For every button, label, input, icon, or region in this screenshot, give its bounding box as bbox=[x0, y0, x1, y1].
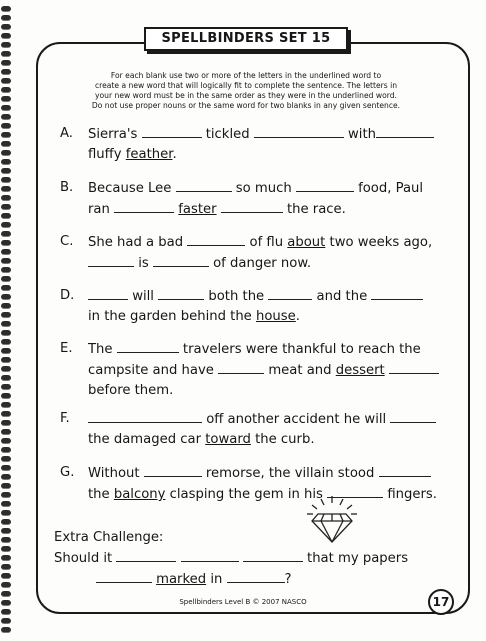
spiral-coil bbox=[1, 456, 11, 462]
sentence-line bbox=[88, 339, 444, 360]
underlined-word: marked bbox=[156, 572, 207, 587]
instructions bbox=[60, 71, 432, 111]
sentence-line bbox=[88, 178, 444, 199]
spiral-coil bbox=[1, 483, 11, 489]
spiral-coil bbox=[1, 501, 11, 507]
answer-blank[interactable] bbox=[371, 286, 423, 300]
spiral-coil bbox=[1, 42, 11, 48]
spiral-coil bbox=[1, 96, 11, 102]
answer-blank[interactable] bbox=[268, 286, 312, 300]
answer-blank[interactable] bbox=[390, 409, 436, 423]
answer-blank[interactable] bbox=[88, 253, 134, 267]
sentence-line bbox=[54, 569, 444, 590]
exercise-item bbox=[60, 178, 444, 220]
underlined-word: about bbox=[287, 235, 326, 250]
spiral-coil bbox=[1, 276, 11, 282]
instruction-line: create a new word that will logically fit to complete the sentence. The letters in bbox=[94, 81, 398, 90]
answer-blank[interactable] bbox=[140, 409, 202, 423]
underlined-word: dessert bbox=[335, 363, 385, 378]
answer-blank[interactable] bbox=[153, 253, 209, 267]
spiral-coil bbox=[1, 6, 11, 12]
underlined-word: toward bbox=[205, 432, 251, 447]
spiral-coil bbox=[1, 78, 11, 84]
exercise-item bbox=[60, 463, 444, 505]
sentence-text: Without bbox=[88, 466, 144, 481]
item-letter: B. bbox=[60, 180, 74, 195]
answer-blank[interactable] bbox=[181, 548, 239, 562]
spiral-coil bbox=[1, 339, 11, 345]
underlined-word: balcony bbox=[113, 487, 166, 502]
sentence-text: two weeks ago, bbox=[325, 235, 433, 250]
answer-blank[interactable] bbox=[243, 548, 303, 562]
answer-blank[interactable] bbox=[176, 178, 232, 192]
spiral-coil bbox=[1, 546, 11, 552]
sentence-line bbox=[88, 232, 444, 253]
spiral-coil bbox=[1, 564, 11, 570]
spiral-coil bbox=[1, 510, 11, 516]
answer-blank[interactable] bbox=[96, 569, 152, 583]
sentence-text: travelers were thankful to reach the bbox=[178, 342, 421, 357]
sentence-text: ran bbox=[88, 202, 115, 217]
sentence-text: off another accident he will bbox=[202, 412, 391, 427]
spiral-coil bbox=[1, 330, 11, 336]
sentence-text: Should it bbox=[54, 551, 117, 566]
answer-blank[interactable] bbox=[144, 463, 202, 477]
spiral-coil bbox=[1, 249, 11, 255]
sentence-text: so much bbox=[231, 181, 296, 196]
item-letter: F. bbox=[60, 411, 70, 426]
spiral-coil bbox=[1, 348, 11, 354]
spiral-coil bbox=[1, 123, 11, 129]
spiral-coil bbox=[1, 24, 11, 30]
exercise-item bbox=[60, 286, 444, 327]
spiral-coil bbox=[1, 447, 11, 453]
extra-challenge bbox=[54, 528, 444, 590]
spiral-coil bbox=[1, 438, 11, 444]
spiral-coil bbox=[1, 375, 11, 381]
spiral-coil bbox=[1, 60, 11, 66]
exercise-item bbox=[60, 409, 444, 450]
spiral-coil bbox=[1, 222, 11, 228]
spiral-binding bbox=[0, 6, 12, 636]
sentence-text: the race. bbox=[282, 202, 346, 217]
sentence-text: with bbox=[343, 127, 376, 142]
sentence-text: of flu bbox=[245, 235, 288, 250]
answer-blank[interactable] bbox=[218, 360, 264, 374]
spiral-coil bbox=[1, 537, 11, 543]
answer-blank[interactable] bbox=[187, 232, 245, 246]
answer-blank[interactable] bbox=[142, 124, 202, 138]
extra-challenge-heading: Extra Challenge: bbox=[54, 530, 164, 545]
footer-credit: Spellbinders Level B © 2007 NASCO bbox=[179, 598, 307, 606]
diamond-icon bbox=[302, 494, 362, 546]
spiral-coil bbox=[1, 258, 11, 264]
exercise-item bbox=[60, 339, 444, 401]
spiral-coil bbox=[1, 555, 11, 561]
spiral-coil bbox=[1, 492, 11, 498]
spiral-coil bbox=[1, 195, 11, 201]
sentence-line bbox=[88, 145, 444, 165]
spiral-coil bbox=[1, 69, 11, 75]
answer-blank[interactable] bbox=[117, 339, 179, 353]
item-sentence bbox=[88, 232, 444, 274]
sentence-text: remorse, the villain stood bbox=[201, 466, 379, 481]
sentence-text: . bbox=[295, 309, 300, 324]
spiral-coil bbox=[1, 474, 11, 480]
spiral-coil bbox=[1, 132, 11, 138]
spiral-coil bbox=[1, 168, 11, 174]
spiral-coil bbox=[1, 528, 11, 534]
spiral-coil bbox=[1, 366, 11, 372]
item-letter: E. bbox=[60, 341, 73, 356]
answer-blank[interactable] bbox=[227, 569, 285, 583]
sentence-line bbox=[88, 124, 444, 145]
sentence-text: tickled bbox=[201, 127, 254, 142]
sentence-text: that my papers bbox=[302, 551, 409, 566]
sentence-text: is bbox=[134, 256, 153, 271]
sentence-line bbox=[54, 548, 444, 569]
spiral-coil bbox=[1, 87, 11, 93]
spiral-coil bbox=[1, 159, 11, 165]
spiral-coil bbox=[1, 141, 11, 147]
spiral-coil bbox=[1, 312, 11, 318]
answer-blank[interactable] bbox=[158, 286, 204, 300]
sentence-text: the curb. bbox=[250, 432, 315, 447]
answer-blank[interactable] bbox=[114, 199, 174, 213]
spiral-coil bbox=[1, 429, 11, 435]
answer-blank[interactable] bbox=[254, 124, 298, 138]
sentence-line bbox=[88, 430, 444, 450]
answer-blank[interactable] bbox=[116, 548, 176, 562]
sentence-text: meat and bbox=[264, 363, 336, 378]
underlined-word: feather bbox=[125, 147, 173, 162]
sentence-line bbox=[88, 463, 444, 484]
sentence-line bbox=[88, 286, 444, 307]
sentence-text: the bbox=[88, 487, 114, 502]
spiral-coil bbox=[1, 294, 11, 300]
answer-blank[interactable] bbox=[389, 360, 439, 374]
page-number: 17 bbox=[428, 589, 454, 615]
item-letter: D. bbox=[60, 288, 75, 303]
spiral-coil bbox=[1, 519, 11, 525]
spiral-coil bbox=[1, 411, 11, 417]
sentence-text: before them. bbox=[88, 383, 174, 398]
spiral-coil bbox=[1, 150, 11, 156]
sentence-line bbox=[88, 409, 444, 430]
answer-blank[interactable] bbox=[379, 463, 431, 477]
sentence-line bbox=[88, 360, 444, 381]
spiral-coil bbox=[1, 285, 11, 291]
page-title: SPELLBINDERS SET 15 bbox=[144, 27, 348, 51]
instruction-line: Do not use proper nouns or the same word for two blanks in any given sentence. bbox=[91, 101, 401, 110]
sentence-text: Sierra's bbox=[88, 127, 142, 142]
answer-blank[interactable] bbox=[376, 124, 434, 138]
sentence-text: and the bbox=[312, 289, 372, 304]
underlined-word: house bbox=[256, 309, 296, 324]
sentence-text: food, Paul bbox=[353, 181, 424, 196]
item-sentence bbox=[88, 339, 444, 401]
answer-blank[interactable] bbox=[88, 286, 128, 300]
spiral-coil bbox=[1, 204, 11, 210]
exercise-item bbox=[60, 232, 444, 274]
spiral-coil bbox=[1, 105, 11, 111]
spiral-coil bbox=[1, 33, 11, 39]
underlined-word: faster bbox=[178, 202, 217, 217]
spiral-coil bbox=[1, 321, 11, 327]
item-sentence bbox=[88, 286, 444, 327]
spiral-coil bbox=[1, 15, 11, 21]
spiral-coil bbox=[1, 213, 11, 219]
sentence-text: fingers. bbox=[383, 487, 437, 502]
sentence-text: in the garden behind the bbox=[88, 309, 256, 324]
spiral-coil bbox=[1, 357, 11, 363]
answer-blank[interactable] bbox=[298, 124, 344, 138]
spiral-coil bbox=[1, 240, 11, 246]
sentence-text: Because Lee bbox=[88, 181, 176, 196]
spiral-coil bbox=[1, 231, 11, 237]
answer-blank[interactable] bbox=[221, 199, 283, 213]
spiral-coil bbox=[1, 51, 11, 57]
sentence-text: fluffy bbox=[88, 147, 126, 162]
sentence-text: She had a bad bbox=[88, 235, 188, 250]
spiral-coil bbox=[1, 591, 11, 597]
spiral-coil bbox=[1, 573, 11, 579]
instruction-line: your new word must be in the same order as they were in the underlined word. bbox=[95, 91, 397, 100]
sentence-text bbox=[54, 572, 96, 587]
spiral-coil bbox=[1, 177, 11, 183]
sentence-text: will bbox=[128, 289, 159, 304]
spiral-coil bbox=[1, 186, 11, 192]
spiral-coil bbox=[1, 582, 11, 588]
spiral-coil bbox=[1, 627, 11, 633]
spiral-coil bbox=[1, 303, 11, 309]
spiral-coil bbox=[1, 465, 11, 471]
item-letter: C. bbox=[60, 234, 74, 249]
sentence-text: The bbox=[88, 342, 117, 357]
item-sentence bbox=[88, 124, 444, 165]
spiral-coil bbox=[1, 420, 11, 426]
sentence-text: the damaged car bbox=[88, 432, 206, 447]
item-sentence bbox=[88, 178, 444, 220]
spiral-coil bbox=[1, 267, 11, 273]
answer-blank[interactable] bbox=[296, 178, 354, 192]
sentence-text: in bbox=[206, 572, 227, 587]
spiral-coil bbox=[1, 609, 11, 615]
exercise-item bbox=[60, 124, 444, 165]
sentence-text: . bbox=[172, 147, 177, 162]
sentence-line bbox=[88, 381, 444, 401]
sentence-text: campsite and have bbox=[88, 363, 219, 378]
spiral-coil bbox=[1, 393, 11, 399]
item-sentence bbox=[88, 409, 444, 450]
item-sentence bbox=[88, 463, 444, 505]
item-letter: A. bbox=[60, 126, 73, 141]
instruction-line: For each blank use two or more of the letters in the underlined word to bbox=[110, 71, 382, 80]
spiral-coil bbox=[1, 114, 11, 120]
answer-blank[interactable] bbox=[88, 409, 140, 423]
sentence-line bbox=[88, 199, 444, 220]
sentence-line bbox=[88, 253, 444, 274]
sentence-text: of danger now. bbox=[208, 256, 312, 271]
sentence-text: clasping the gem in his bbox=[165, 487, 328, 502]
spiral-coil bbox=[1, 402, 11, 408]
sentence-text: both the bbox=[204, 289, 269, 304]
sentence-line bbox=[88, 484, 444, 505]
spiral-coil bbox=[1, 384, 11, 390]
sentence-text: ? bbox=[284, 572, 292, 587]
sentence-line bbox=[88, 307, 444, 327]
spiral-coil bbox=[1, 618, 11, 624]
item-letter: G. bbox=[60, 465, 75, 480]
